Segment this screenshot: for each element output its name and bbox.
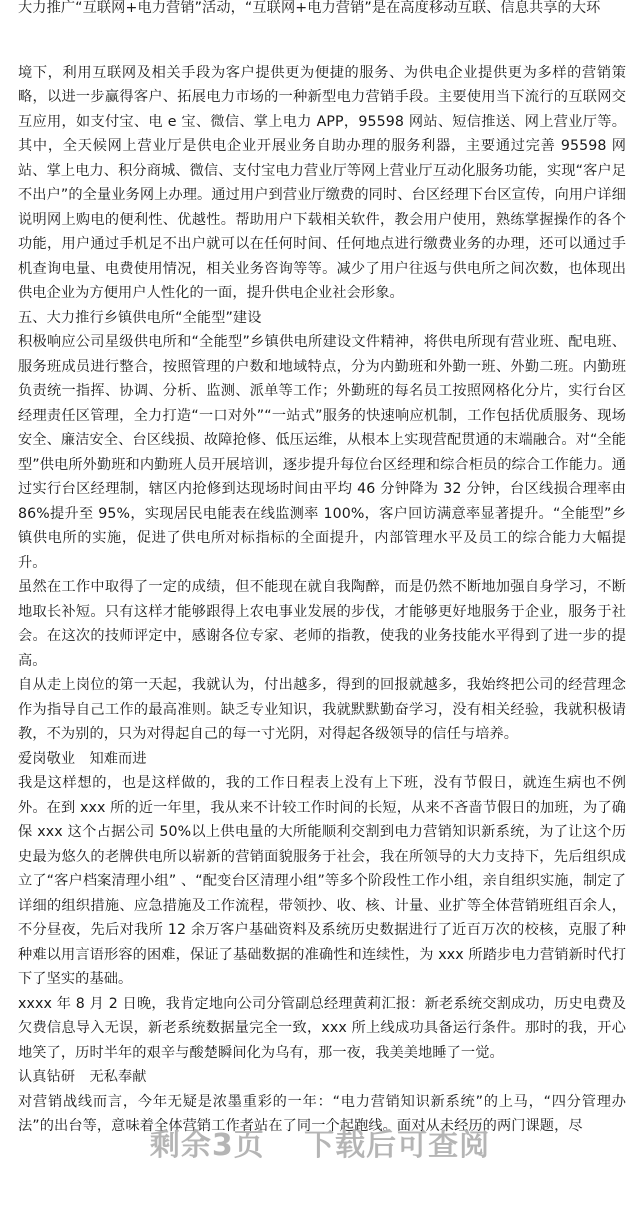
section-heading: 认真钻研 无私奉献 — [18, 1069, 147, 1085]
paragraph: xxxx 年 8 月 2 日晚，我肯定地向公司分管副总经理黄莉汇报：新老系统交割成功，历史电费及欠费信息导入无误，新老系统数据量完全一致，xxx 所上线成功具备运行条件。那时的我，开心地笑了，历时半年的艰辛与酸楚瞬间化为乌有，那一夜，我美美地睡了一觉。 — [18, 995, 626, 1061]
section-heading: 五、大力推行乡镇供电所“全能型”建设 — [18, 309, 262, 326]
section-heading: 爱岗敬业 知难而进 — [18, 750, 147, 767]
paragraph: 境下，利用互联网及相关手段为客户提供更为便捷的服务、为供电企业提供更为多样的营销策略，以进一步赢得客户、拓展电力市场的一种新型电力营销手段。主要使用当下流行的互联网交互应用，如支付宝、电 e 宝、微信、掌上电力 APP，95598 网站、短信推送、网上营业厅等。其中，全天候网上营业厅是供电企业开展业务自助办理的服务利器，主要通过完善 95598 网站、掌上电力、积分商城、微信、支付宝电力营业厅等网上营业厅互动化服务功能，实现“客户足不出户”的全量业务网上办理。通过用户到营业厅缴费的同时、台区经理下台区宣传，向用户详细说明网上购电的便利性、优越性。帮助用户下载相关软件，教会用户使用，熟练掌握操作的各个功能，用户通过手机足不出户就可以在任何时间、任何地点进行缴费业务的办理，还可以通过手机查询电量、电费使用情况，相关业务咨询等等。减少了用户往返与供电所之间次数，也体现出供电企业为方便用户人性化的一面，提升供电企业社会形象。 — [18, 64, 626, 301]
download-prompt-label: 下载后可查阅 — [304, 1128, 491, 1163]
paragraph: 虽然在工作中取得了一定的成绩，但不能现在就自我陶醉，而是仍然不断地加强自身学习，不断地取长补短。只有这样才能够跟得上农电事业发展的步伐，才能够更好地服务于企业，服务于社会。在这次的技师评定中，感谢各位专家、老师的指教，使我的业务技能水平得到了进一步的提高。 — [18, 579, 626, 669]
previous-page-last-line: 大力推广“互联网+电力营销”活动，“互联网+电力营销”是在高度移动互联、信息共享的大环 — [18, 0, 601, 16]
download-banner[interactable] — [0, 1120, 640, 1180]
paragraph: 自从走上岗位的第一天起，我就认为，付出越多，得到的回报就越多，我始终把公司的经营理念作为指导自己工作的最高准则。缺乏专业知识，我就默默勤奋学习，没有相关经验，我就积极请教，不为别的，只为对得起自己的每一寸光阴，对得起各级领导的信任与培养。 — [18, 677, 626, 742]
remaining-pages-label: 剩余3页 — [149, 1128, 265, 1163]
paragraph: 积极响应公司星级供电所和“全能型”乡镇供电所建设文件精神，将供电所现有营业班、配电班、服务班成员进行整合，按照管理的户数和地域特点，分为内勤班和外勤一班、外勤二班。内勤班负责统一指挥、协调、分析、监测、派单等工作；外勤班的每名员工按照网格化分片，实行台区经理责任区管理，全力打造“一口对外”“一站式”服务的快速响应机制，工作包括优质服务、现场安全、廉洁安全、台区线损、故障抢修、低压运维，从根本上实现营配贯通的末端融合。对“全能型”供电所外勤班和内勤班人员开展培训，逐步提升每位台区经理和综合柜员的综合工作能力。通过实行台区经理制，辖区内抢修到达现场时间由平均 46 分钟降为 32 分钟，台区线损合理率由 86%提升至 95%，实现居民电能表在线监测率 100%，客户回访满意率显著提升。“全能型”乡镇供电所的实施，促进了供电所对标指标的全面提升，内部管理水平及员工的综合能力大幅提升。 — [18, 334, 626, 571]
paragraph: 我是这样想的，也是这样做的，我的工作日程表上没有上下班，没有节假日，就连生病也不例外。在到 xxx 所的近一年里，我从来不计较工作时间的长短，从来不吝啬节假日的加班，为了确保 xxx 这个占据公司 50%以上供电量的大所能顺利交割到电力营销知识新系统，为了让这个历史最为悠久的老牌供电所以崭新的营销面貌服务于社会，我在所领导的大力支持下，先后组织成立了“客户档案清理小组” 、“配变台区清理小组”等多个阶段性工作小组，亲自组织实施，制定了详细的组织措施、应急措施及工作流程，带领抄、收、核、计量、业扩等全体营销班组百余人，不分昼夜，先后对我所 12 余万客户基础资料及系统历史数据进行了近百万次的校核，克服了种种难以用言语形容的困难，保证了基础数据的准确性和连续性，为 xxx 所踏步电力营销新时代打下了坚实的基础。 — [18, 775, 626, 987]
page-break — [18, 21, 626, 61]
document-content — [18, 61, 626, 1139]
paragraph: 对营销战线而言，今年无疑是浓墨重彩的一年：“电力营销知识新系统”的上马，“四分管理办法”的出台等，意味着全体营销工作者站在了同一个起跑线。面对从未经历的两门课题，尽 — [18, 1093, 626, 1134]
